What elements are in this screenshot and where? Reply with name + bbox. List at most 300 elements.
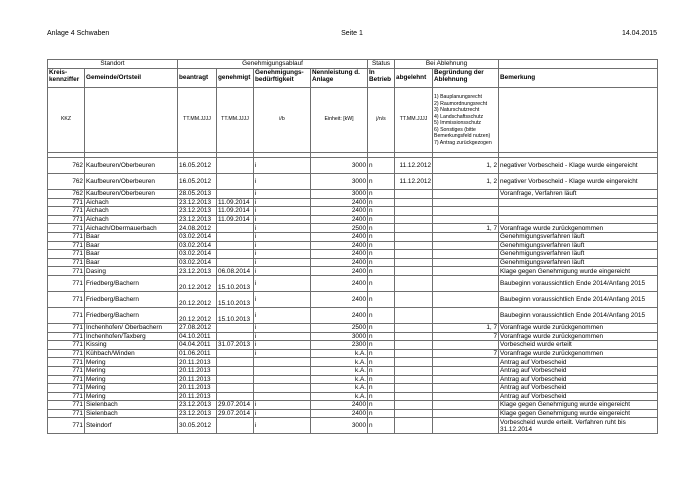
table-row <box>48 275 658 291</box>
page-number: Seite 1 <box>341 30 363 37</box>
cell-abgelehnt <box>395 267 433 276</box>
table-row <box>48 358 658 367</box>
table-row <box>48 341 658 350</box>
cell-status: n <box>368 174 395 190</box>
cell-genehmigt <box>217 190 254 199</box>
cell-gemeinde: Kissing <box>85 341 178 350</box>
cell-bemerkung: negativer Vorbescheid - Klage wurde eingereicht <box>499 158 658 174</box>
cell-beantragt: 23.12.2013 <box>178 215 217 224</box>
cell-nennleistung: 3000 <box>311 332 368 341</box>
cell-status: n <box>368 232 395 241</box>
cell-nennleistung: 2400 <box>311 241 368 250</box>
cell-beantragt: 03.02.2014 <box>178 250 217 259</box>
cell-bedurftigkeit: i <box>254 190 311 199</box>
cell-gemeinde: Baar <box>85 241 178 250</box>
cell-nennleistung: 3000 <box>311 174 368 190</box>
cell-genehmigt: 15.10.2013 <box>217 275 254 291</box>
cell-bedurftigkeit <box>254 358 311 367</box>
cell-bemerkung: Genehmigungsverfahren läuft <box>499 250 658 259</box>
cell-nennleistung: k.A. <box>311 358 368 367</box>
col-nennleistung: Nennleistung d. Anlage <box>311 69 368 88</box>
cell-status: n <box>368 409 395 418</box>
cell-nennleistung: 2400 <box>311 267 368 276</box>
cell-bemerkung: Voranfrage, Verfahren läuft <box>499 190 658 199</box>
cell-beantragt: 03.02.2014 <box>178 258 217 267</box>
cell-status: n <box>368 366 395 375</box>
cell-genehmigt <box>217 323 254 332</box>
cell-kkz: 771 <box>48 323 85 332</box>
cell-nennleistung: k.A. <box>311 392 368 401</box>
cell-bedurftigkeit: i <box>254 418 311 434</box>
table-row <box>48 250 658 259</box>
cell-gemeinde: Aichach <box>85 215 178 224</box>
table-row <box>48 418 658 434</box>
cell-nennleistung: 2400 <box>311 207 368 216</box>
table-row <box>48 366 658 375</box>
cell-bedurftigkeit: i <box>254 232 311 241</box>
cell-genehmigt <box>217 392 254 401</box>
cell-genehmigt: 11.09.2014 <box>217 207 254 216</box>
cell-gemeinde: Baar <box>85 258 178 267</box>
cell-bemerkung: negativer Vorbescheid - Klage wurde eingereicht <box>499 174 658 190</box>
table-row <box>48 291 658 307</box>
cell-bemerkung: Voranfrage wurde zurückgenommen <box>499 349 658 358</box>
cell-abgelehnt <box>395 307 433 323</box>
format-bemerkung <box>499 88 658 153</box>
col-begruendung: Begründung der Ablehnung <box>433 69 499 88</box>
cell-abgelehnt <box>395 232 433 241</box>
cell-gemeinde: Mering <box>85 358 178 367</box>
cell-status: n <box>368 275 395 291</box>
legend-item: 7) Antrag zurückgezogen <box>434 139 492 146</box>
cell-begruendung <box>433 275 499 291</box>
cell-begruendung: 7 <box>433 349 499 358</box>
table-row <box>48 198 658 207</box>
cell-nennleistung: 2400 <box>311 258 368 267</box>
cell-gemeinde: Kühbach/Winden <box>85 349 178 358</box>
cell-begruendung <box>433 341 499 350</box>
cell-abgelehnt <box>395 349 433 358</box>
cell-kkz: 762 <box>48 174 85 190</box>
cell-bemerkung: Klage gegen Genehmigung wurde eingereicht <box>499 267 658 276</box>
cell-nennleistung: k.A. <box>311 384 368 393</box>
cell-bemerkung: Klage gegen Genehmigung wurde eingereicht <box>499 401 658 410</box>
group-status: Status <box>368 60 395 69</box>
cell-begruendung <box>433 250 499 259</box>
cell-abgelehnt <box>395 418 433 434</box>
cell-bemerkung: Voranfrage wurde zurückgenommen <box>499 224 658 233</box>
cell-nennleistung: 2500 <box>311 224 368 233</box>
cell-nennleistung: 2500 <box>311 323 368 332</box>
cell-abgelehnt <box>395 401 433 410</box>
cell-bedurftigkeit: i <box>254 207 311 216</box>
cell-genehmigt <box>217 349 254 358</box>
group-standort: Standort <box>48 60 178 69</box>
cell-abgelehnt <box>395 224 433 233</box>
cell-nennleistung: 3000 <box>311 418 368 434</box>
cell-kkz: 771 <box>48 358 85 367</box>
table-row <box>48 190 658 199</box>
cell-kkz: 771 <box>48 232 85 241</box>
cell-gemeinde: Mering <box>85 384 178 393</box>
table-row <box>48 207 658 216</box>
document-date: 14.04.2015 <box>621 30 657 37</box>
cell-begruendung <box>433 384 499 393</box>
table-row <box>48 307 658 323</box>
cell-begruendung <box>433 291 499 307</box>
col-abgelehnt: abgelehnt <box>395 69 433 88</box>
cell-beantragt: 23.12.2013 <box>178 198 217 207</box>
cell-nennleistung: 2400 <box>311 401 368 410</box>
legend-item: 2) Raumordnungsrecht <box>434 100 488 107</box>
cell-kkz: 771 <box>48 307 85 323</box>
cell-nennleistung: k.A. <box>311 375 368 384</box>
table-row <box>48 409 658 418</box>
cell-abgelehnt <box>395 332 433 341</box>
cell-bemerkung: Baubeginn voraussichtlich Ende 2014/Anfang 2015 <box>499 275 658 291</box>
col-status: In Betrieb <box>368 69 395 88</box>
format-abgelehnt: TT.MM.JJJJ <box>395 88 433 153</box>
legend-item: 3) Naturschutzrecht <box>434 107 480 113</box>
cell-beantragt: 27.08.2012 <box>178 323 217 332</box>
cell-status: n <box>368 158 395 174</box>
cell-genehmigt <box>217 418 254 434</box>
cell-begruendung <box>433 409 499 418</box>
cell-beantragt: 23.12.2013 <box>178 267 217 276</box>
table-body <box>48 158 658 434</box>
cell-abgelehnt: 11.12.2012 <box>395 158 433 174</box>
cell-beantragt: 20.11.2013 <box>178 366 217 375</box>
cell-gemeinde: Baar <box>85 250 178 259</box>
cell-abgelehnt <box>395 409 433 418</box>
cell-beantragt: 23.12.2013 <box>178 207 217 216</box>
cell-nennleistung: 2400 <box>311 215 368 224</box>
format-gemeinde <box>85 88 178 153</box>
cell-begruendung <box>433 232 499 241</box>
cell-status: n <box>368 190 395 199</box>
cell-bedurftigkeit <box>254 392 311 401</box>
cell-gemeinde: Sielenbach <box>85 409 178 418</box>
cell-begruendung <box>433 267 499 276</box>
cell-kkz: 771 <box>48 384 85 393</box>
cell-begruendung <box>433 241 499 250</box>
cell-abgelehnt <box>395 258 433 267</box>
cell-genehmigt <box>217 232 254 241</box>
cell-kkz: 771 <box>48 418 85 434</box>
cell-abgelehnt <box>395 215 433 224</box>
cell-nennleistung: 2400 <box>311 307 368 323</box>
cell-genehmigt <box>217 366 254 375</box>
cell-kkz: 771 <box>48 198 85 207</box>
cell-gemeinde: Kaufbeuren/Oberbeuren <box>85 158 178 174</box>
cell-bemerkung: Voranfrage wurde zurückgenommen <box>499 332 658 341</box>
cell-genehmigt <box>217 384 254 393</box>
cell-gemeinde: Baar <box>85 232 178 241</box>
cell-bedurftigkeit: i <box>254 409 311 418</box>
cell-bedurftigkeit: i <box>254 307 311 323</box>
table-row <box>48 174 658 190</box>
cell-beantragt: 23.12.2013 <box>178 409 217 418</box>
cell-bedurftigkeit <box>254 384 311 393</box>
cell-bemerkung: Baubeginn voraussichtlich Ende 2014/Anfang 2015 <box>499 307 658 323</box>
cell-bemerkung <box>499 198 658 207</box>
table-row <box>48 332 658 341</box>
cell-bemerkung: Antrag auf Vorbescheid <box>499 358 658 367</box>
legend-item: 5) Immissionsschutz <box>434 120 482 126</box>
cell-genehmigt: 11.09.2014 <box>217 215 254 224</box>
cell-begruendung <box>433 207 499 216</box>
cell-gemeinde: Mering <box>85 392 178 401</box>
cell-abgelehnt: 11.12.2012 <box>395 174 433 190</box>
cell-beantragt: 20.12.2012 <box>178 291 217 307</box>
cell-nennleistung: k.A. <box>311 349 368 358</box>
cell-status: n <box>368 207 395 216</box>
cell-beantragt: 20.11.2013 <box>178 384 217 393</box>
format-kkz: KKZ <box>48 88 85 153</box>
cell-bedurftigkeit <box>254 375 311 384</box>
table-row <box>48 232 658 241</box>
cell-kkz: 771 <box>48 366 85 375</box>
cell-gemeinde: Aichach <box>85 198 178 207</box>
table-row <box>48 401 658 410</box>
table-row <box>48 158 658 174</box>
cell-abgelehnt <box>395 241 433 250</box>
cell-gemeinde: Kaufbeuren/Oberbeuren <box>85 190 178 199</box>
cell-bemerkung: Baubeginn voraussichtlich Ende 2014/Anfang 2015 <box>499 291 658 307</box>
table-row <box>48 392 658 401</box>
cell-abgelehnt <box>395 358 433 367</box>
cell-begruendung: 1, 2 <box>433 174 499 190</box>
cell-begruendung <box>433 215 499 224</box>
cell-bemerkung: Antrag auf Vorbescheid <box>499 392 658 401</box>
cell-bedurftigkeit: i <box>254 275 311 291</box>
cell-status: n <box>368 375 395 384</box>
cell-bedurftigkeit: i <box>254 174 311 190</box>
cell-genehmigt: 29.07.2014 <box>217 409 254 418</box>
cell-abgelehnt <box>395 392 433 401</box>
cell-nennleistung: 2400 <box>311 409 368 418</box>
cell-nennleistung: 2400 <box>311 291 368 307</box>
cell-kkz: 771 <box>48 349 85 358</box>
cell-bedurftigkeit: i <box>254 349 311 358</box>
cell-kkz: 771 <box>48 241 85 250</box>
cell-genehmigt <box>217 158 254 174</box>
cell-kkz: 771 <box>48 409 85 418</box>
cell-status: n <box>368 224 395 233</box>
cell-begruendung: 7 <box>433 332 499 341</box>
cell-bedurftigkeit: i <box>254 158 311 174</box>
cell-genehmigt: 31.07.2013 <box>217 341 254 350</box>
group-empty <box>499 60 658 69</box>
cell-bedurftigkeit: i <box>254 332 311 341</box>
cell-genehmigt <box>217 174 254 190</box>
cell-status: n <box>368 392 395 401</box>
cell-gemeinde: Aichach <box>85 207 178 216</box>
cell-bemerkung: Vorbescheid wurde erteilt. Verfahren ruht bis 31.12.2014 <box>499 418 658 434</box>
cell-abgelehnt <box>395 291 433 307</box>
cell-kkz: 771 <box>48 215 85 224</box>
cell-beantragt: 20.12.2012 <box>178 307 217 323</box>
cell-begruendung <box>433 375 499 384</box>
cell-bedurftigkeit: i <box>254 215 311 224</box>
cell-begruendung: 1, 7 <box>433 323 499 332</box>
cell-bemerkung: Klage gegen Genehmigung wurde eingereicht <box>499 409 658 418</box>
col-kreiskennziffer: Kreis-kennziffer <box>48 69 85 88</box>
cell-status: n <box>368 215 395 224</box>
cell-status: n <box>368 332 395 341</box>
table-row <box>48 258 658 267</box>
cell-beantragt: 20.11.2013 <box>178 375 217 384</box>
cell-status: n <box>368 358 395 367</box>
document-title: Anlage 4 Schwaben <box>47 30 110 37</box>
cell-beantragt: 20.11.2013 <box>178 392 217 401</box>
cell-bemerkung: Vorbescheid wurde erteilt <box>499 341 658 350</box>
cell-genehmigt: 29.07.2014 <box>217 401 254 410</box>
cell-gemeinde: Dasing <box>85 267 178 276</box>
cell-gemeinde: Sielenbach <box>85 401 178 410</box>
cell-kkz: 771 <box>48 375 85 384</box>
cell-beantragt: 16.05.2012 <box>178 158 217 174</box>
table-row <box>48 375 658 384</box>
cell-kkz: 762 <box>48 158 85 174</box>
cell-beantragt: 30.05.2012 <box>178 418 217 434</box>
cell-begruendung <box>433 190 499 199</box>
cell-bedurftigkeit: i <box>254 224 311 233</box>
cell-begruendung <box>433 198 499 207</box>
cell-bemerkung: Genehmigungsverfahren läuft <box>499 258 658 267</box>
format-row <box>48 88 658 153</box>
cell-kkz: 771 <box>48 224 85 233</box>
cell-beantragt: 20.12.2012 <box>178 275 217 291</box>
cell-beantragt: 28.05.2013 <box>178 190 217 199</box>
group-header-row <box>48 60 658 69</box>
cell-kkz: 771 <box>48 401 85 410</box>
cell-abgelehnt <box>395 384 433 393</box>
format-bedurftigkeit: i/b <box>254 88 311 153</box>
cell-bedurftigkeit: i <box>254 250 311 259</box>
cell-status: n <box>368 307 395 323</box>
cell-nennleistung: 2400 <box>311 232 368 241</box>
cell-status: n <box>368 258 395 267</box>
cell-bemerkung <box>499 215 658 224</box>
cell-beantragt: 20.11.2013 <box>178 358 217 367</box>
cell-gemeinde: Inchenhofen/Taxberg <box>85 332 178 341</box>
cell-status: n <box>368 349 395 358</box>
cell-kkz: 771 <box>48 392 85 401</box>
table-row <box>48 323 658 332</box>
cell-beantragt: 04.10.2011 <box>178 332 217 341</box>
cell-begruendung <box>433 358 499 367</box>
cell-bemerkung: Antrag auf Vorbescheid <box>499 375 658 384</box>
cell-abgelehnt <box>395 207 433 216</box>
cell-bemerkung: Genehmigungsverfahren läuft <box>499 241 658 250</box>
cell-genehmigt <box>217 358 254 367</box>
cell-bedurftigkeit: i <box>254 341 311 350</box>
cell-nennleistung: 2300 <box>311 341 368 350</box>
rejection-reason-legend <box>433 88 499 153</box>
cell-gemeinde: Kaufbeuren/Oberbeuren <box>85 174 178 190</box>
cell-abgelehnt <box>395 341 433 350</box>
col-bedurftigkeit: Genehmigungs-bedürftigkeit <box>254 69 311 88</box>
cell-genehmigt <box>217 241 254 250</box>
group-bei-ablehnung: Bei Ablehnung <box>395 60 499 69</box>
cell-nennleistung: 3000 <box>311 190 368 199</box>
cell-kkz: 771 <box>48 275 85 291</box>
cell-gemeinde: Mering <box>85 375 178 384</box>
cell-genehmigt <box>217 375 254 384</box>
format-beantragt: TT.MM.JJJJ <box>178 88 217 153</box>
group-genehmigungsablauf: Genehmigungsablauf <box>178 60 368 69</box>
cell-genehmigt: 15.10.2013 <box>217 291 254 307</box>
cell-begruendung: 1, 7 <box>433 224 499 233</box>
table-row <box>48 224 658 233</box>
format-genehmigt: TT.MM.JJJJ <box>217 88 254 153</box>
cell-status: n <box>368 291 395 307</box>
cell-status: n <box>368 241 395 250</box>
cell-begruendung <box>433 418 499 434</box>
cell-gemeinde: Steindorf <box>85 418 178 434</box>
cell-beantragt: 03.02.2014 <box>178 232 217 241</box>
cell-begruendung: 1, 2 <box>433 158 499 174</box>
cell-beantragt: 01.06.2011 <box>178 349 217 358</box>
cell-begruendung <box>433 258 499 267</box>
cell-bemerkung: Genehmigungsverfahren läuft <box>499 232 658 241</box>
table-row <box>48 349 658 358</box>
column-header-row <box>48 69 658 88</box>
cell-kkz: 771 <box>48 291 85 307</box>
format-status: j/n/s <box>368 88 395 153</box>
format-nennleistung: Einheit: [kW] <box>311 88 368 153</box>
cell-abgelehnt <box>395 366 433 375</box>
cell-begruendung <box>433 307 499 323</box>
cell-bedurftigkeit: i <box>254 323 311 332</box>
page-header <box>47 30 657 42</box>
cell-bedurftigkeit: i <box>254 241 311 250</box>
cell-bedurftigkeit: i <box>254 267 311 276</box>
cell-genehmigt: 11.09.2014 <box>217 198 254 207</box>
cell-status: n <box>368 198 395 207</box>
permits-table <box>47 59 658 434</box>
cell-beantragt: 24.08.2012 <box>178 224 217 233</box>
cell-begruendung <box>433 366 499 375</box>
cell-status: n <box>368 401 395 410</box>
cell-abgelehnt <box>395 250 433 259</box>
cell-status: n <box>368 323 395 332</box>
cell-kkz: 771 <box>48 341 85 350</box>
cell-status: n <box>368 341 395 350</box>
col-genehmigt: genehmigt <box>217 69 254 88</box>
legend-item: 1) Bauplanungsrecht <box>434 94 482 100</box>
cell-gemeinde: Friedberg/Bachern <box>85 275 178 291</box>
cell-abgelehnt <box>395 375 433 384</box>
cell-gemeinde: Inchenhofen/ Oberbachern <box>85 323 178 332</box>
table-row <box>48 267 658 276</box>
cell-begruendung <box>433 392 499 401</box>
cell-bedurftigkeit: i <box>254 258 311 267</box>
cell-nennleistung: k.A. <box>311 366 368 375</box>
cell-nennleistung: 2400 <box>311 275 368 291</box>
cell-bemerkung: Antrag auf Vorbescheid <box>499 366 658 375</box>
cell-kkz: 762 <box>48 190 85 199</box>
cell-abgelehnt <box>395 198 433 207</box>
table-row <box>48 384 658 393</box>
cell-abgelehnt <box>395 323 433 332</box>
legend-item: 4) Landschaftsschutz <box>434 113 484 120</box>
cell-beantragt: 03.02.2014 <box>178 241 217 250</box>
cell-abgelehnt <box>395 275 433 291</box>
cell-gemeinde: Friedberg/Bachern <box>85 291 178 307</box>
legend-item: 6) Sonstiges (bitte Bemerkungsfeld nutzen) <box>434 126 491 139</box>
